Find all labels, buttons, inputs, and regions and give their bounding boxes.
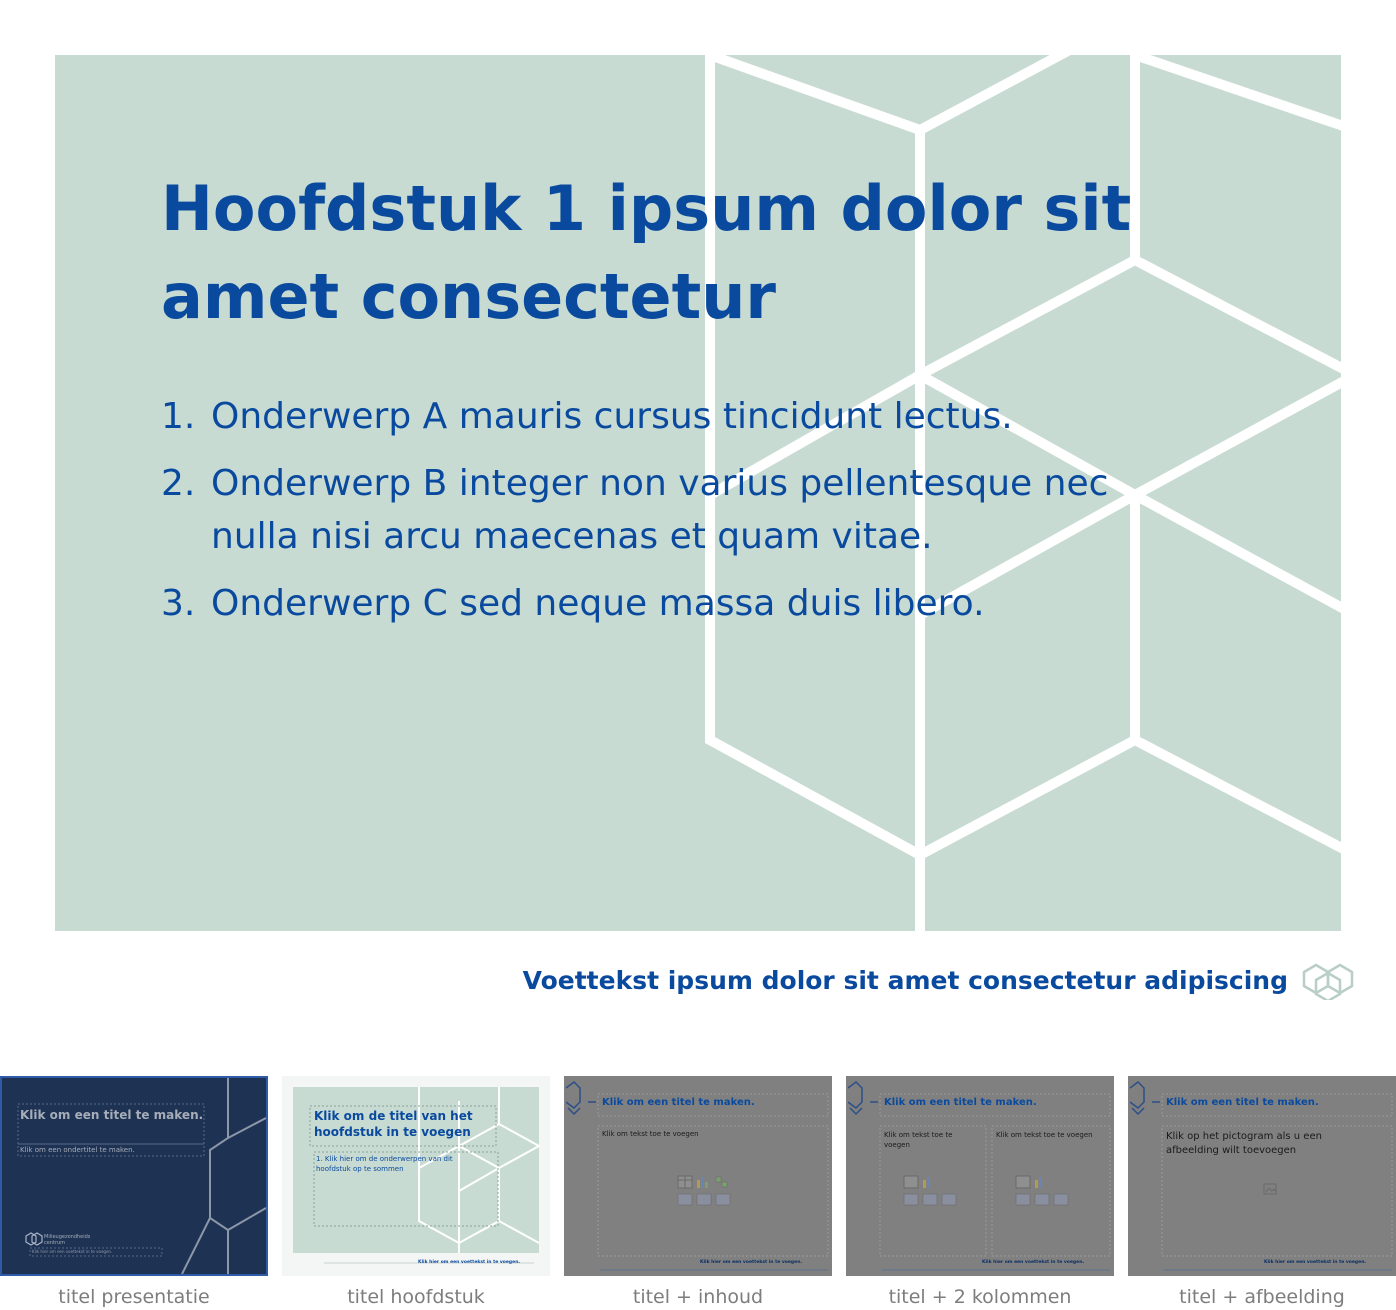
thumbnail-footer: Klik hier om een voettekst in te voegen. (418, 1260, 521, 1265)
thumbnail-body: Klik op het pictogram als u een afbeelding wilt toevoegen (1166, 1131, 1322, 1156)
thumbnail-image (564, 1076, 832, 1276)
list-number: 2. (161, 463, 196, 504)
thumbnail-title: Klik om een titel te maken. (20, 1108, 204, 1122)
layout-thumbnail-titel-afbeelding[interactable] (1128, 1076, 1396, 1308)
list-text: Onderwerp C sed neque massa duis libero. (211, 583, 985, 624)
chapter-topic-list[interactable] (161, 390, 1151, 644)
layout-label: titel hoofdstuk (347, 1286, 485, 1308)
slide-canvas[interactable] (55, 55, 1341, 931)
slide-title[interactable]: Hoofdstuk 1 ipsum dolor sit amet consectetur (161, 172, 1132, 333)
insert-picture-icon (904, 1194, 1068, 1205)
thumbnail-column-right: Klik om tekst toe te voegen (996, 1131, 1093, 1139)
layout-gallery (0, 1076, 1396, 1310)
layout-label: titel presentatie (58, 1286, 210, 1308)
layout-label: titel + afbeelding (1179, 1286, 1345, 1308)
thumbnail-image (846, 1076, 1114, 1276)
layout-label: titel + inhoud (632, 1286, 764, 1308)
thumbnail-logo-text: Milieugezondheids (44, 1234, 91, 1240)
thumbnail-column-left: Klik om tekst toe te voegen (884, 1131, 953, 1149)
thumbnail-title: Klik om een titel te maken. (602, 1097, 755, 1108)
layout-thumbnail-titel-hoofdstuk[interactable] (282, 1076, 550, 1308)
thumbnail-subtitle: Klik om een ondertitel te maken. (20, 1146, 135, 1154)
layout-thumbnail-titel-2-kolommen[interactable] (846, 1076, 1114, 1308)
layout-label: titel + 2 kolommen (888, 1286, 1072, 1308)
thumbnail-image (1128, 1076, 1396, 1276)
list-item[interactable] (161, 577, 1151, 630)
thumbnail-title: Klik om een titel te maken. (884, 1097, 1037, 1108)
list-number: 1. (161, 396, 196, 437)
thumbnail-footer: Klik hier om een voettekst in te voegen. (700, 1260, 803, 1265)
footer-text: Voettekst ipsum dolor sit amet consectetur adipiscing (522, 965, 1288, 995)
insert-picture-icon (1264, 1184, 1276, 1194)
thumbnail-body: Klik om tekst toe te voegen (602, 1130, 699, 1138)
thumbnail-image (282, 1076, 550, 1276)
thumbnail-footer: Klik hier om een voettekst in te voegen. (32, 1249, 113, 1254)
thumbnail-logo-text: centrum (44, 1240, 66, 1246)
list-item[interactable] (161, 390, 1151, 443)
thumbnail-footer: Klik hier om een voettekst in te voegen. (1264, 1260, 1367, 1265)
hexagon-logo-icon (1300, 960, 1356, 1000)
thumbnail-image (0, 1076, 268, 1276)
list-text: Onderwerp A mauris cursus tincidunt lectus. (211, 396, 1013, 437)
list-number: 3. (161, 583, 196, 624)
thumbnail-footer: Klik hier om een voettekst in te voegen. (982, 1260, 1085, 1265)
thumbnail-title: Klik om de titel van het hoofdstuk in te voegen (314, 1109, 473, 1139)
slide-footer[interactable] (523, 960, 1356, 1000)
list-item[interactable] (161, 457, 1151, 563)
layout-thumbnail-titel-inhoud[interactable] (564, 1076, 832, 1308)
thumbnail-title: Klik om een titel te maken. (1166, 1097, 1319, 1108)
list-text: Onderwerp B integer non varius pellentesque nec nulla nisi arcu maecenas et quam vitae. (211, 463, 1109, 557)
insert-table-icon (904, 1176, 1030, 1188)
thumbnail-body: 1. Klik hier om de onderwerpen van dit hoofdstuk op te sommen (316, 1155, 453, 1173)
layout-thumbnail-titel-presentatie[interactable] (0, 1076, 268, 1308)
